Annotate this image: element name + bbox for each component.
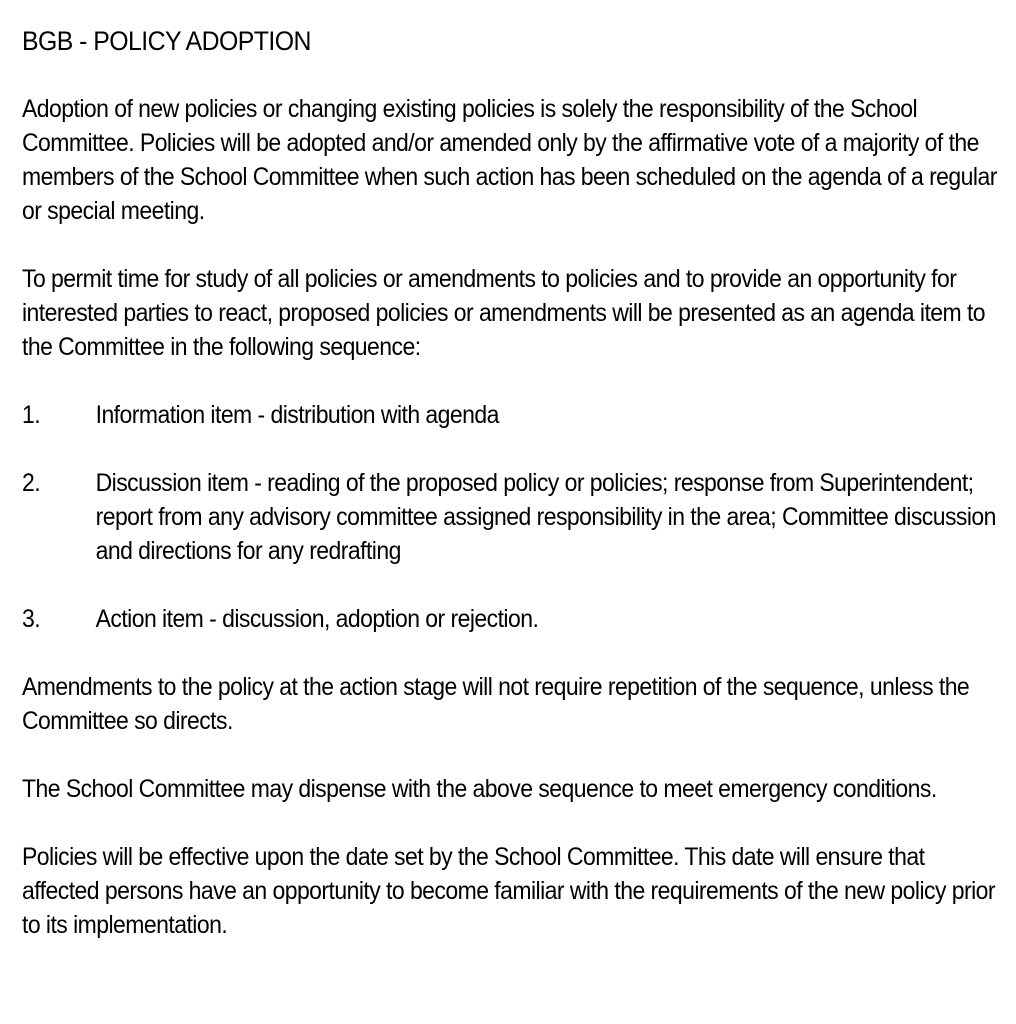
sequence-item-action — [22, 602, 1002, 636]
paragraph-adoption-responsibility: Adoption of new policies or changing existing policies is solely the responsibility of the School Committee. Policies will be adopted and/or amended only by the affirmative vote of a majority of the members of the School Committee when such action has been scheduled on the agenda of a regular or special meeting. — [22, 95, 997, 225]
sequence-item-number: 3. — [22, 605, 41, 633]
paragraph-amendments: Amendments to the policy at the action stage will not require repetition of the sequence, unless the Committee so directs. — [22, 673, 970, 735]
paragraph-sequence-intro: To permit time for study of all policies or amendments to policies and to provide an opportunity for interested parties to react, proposed policies or amendments will be presented as an agenda item to the Committee in the following sequence: — [22, 265, 986, 361]
sequence-item-information — [22, 398, 1002, 432]
policy-document — [22, 24, 997, 976]
document-title: BGB - POLICY ADOPTION — [22, 26, 311, 56]
sequence-item-discussion — [22, 466, 1002, 568]
sequence-item-text: Information item - distribution with agenda — [95, 401, 499, 429]
paragraph-effective-date: Policies will be effective upon the date set by the School Committee. This date will ensure that affected persons have an opportunity to become familiar with the requirements of the new policy prior to its implementation. — [22, 843, 996, 939]
paragraph-emergency: The School Committee may dispense with the above sequence to meet emergency conditions. — [22, 775, 937, 803]
sequence-item-number: 1. — [22, 401, 41, 429]
sequence-item-number: 2. — [22, 469, 41, 497]
sequence-item-text: Discussion item - reading of the proposed policy or policies; response from Superintendent; report from any advisory committee assigned responsibility in the area; Committee discussion and directions for any redrafting — [95, 469, 996, 565]
sequence-item-text: Action item - discussion, adoption or rejection. — [95, 605, 539, 633]
